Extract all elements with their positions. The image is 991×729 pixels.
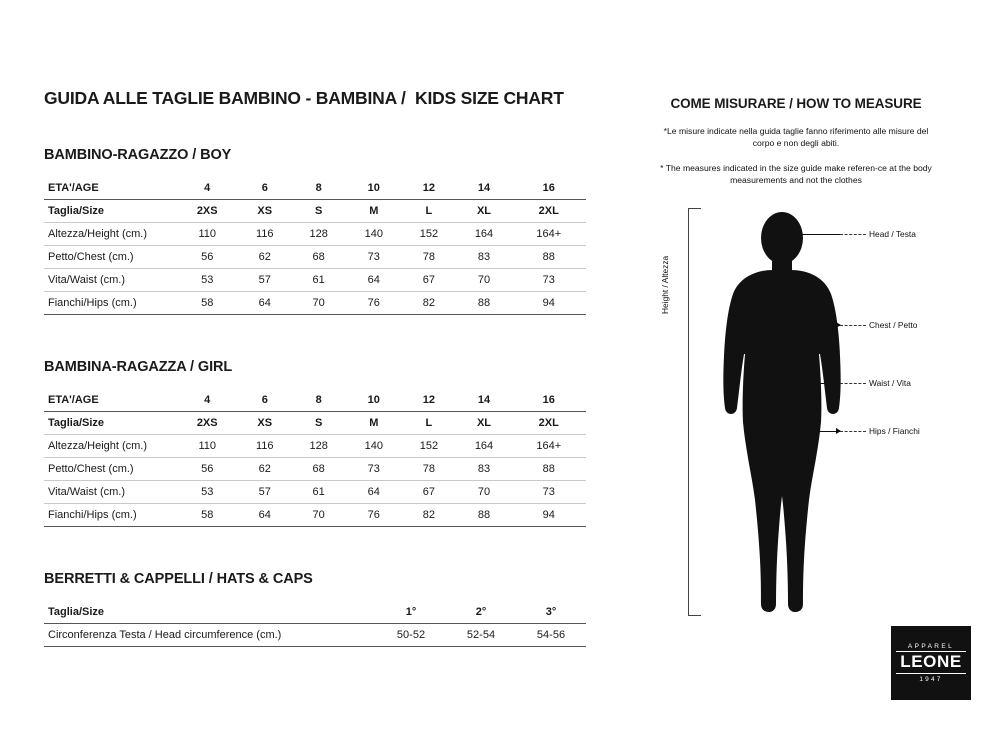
- row-label: Taglia/Size: [44, 412, 176, 435]
- cell: 3°: [516, 601, 586, 624]
- cell: 58: [176, 292, 238, 315]
- cell: L: [401, 200, 456, 223]
- row-label: Petto/Chest (cm.): [44, 458, 176, 481]
- cell: 16: [512, 389, 586, 412]
- cell: XL: [456, 200, 511, 223]
- cell: 164: [456, 223, 511, 246]
- cell: 73: [512, 481, 586, 504]
- cell: 53: [176, 481, 238, 504]
- cell: 70: [291, 504, 346, 527]
- cell: 164+: [512, 435, 586, 458]
- cell: XL: [456, 412, 511, 435]
- waist-arrow-left-icon: [758, 380, 763, 386]
- row-label: Vita/Waist (cm.): [44, 269, 176, 292]
- table-row: [44, 504, 586, 527]
- body-silhouette: [712, 208, 852, 618]
- cell: 2XS: [176, 412, 238, 435]
- cell: 164: [456, 435, 511, 458]
- cell: 152: [401, 223, 456, 246]
- measure-note-en: * The measures indicated in the size guide make referen-ce at the body measurements and not the clothes: [660, 162, 932, 186]
- hips-callout-line: [840, 431, 866, 432]
- cell: 88: [512, 246, 586, 269]
- cell: 76: [346, 292, 401, 315]
- table-row: [44, 624, 586, 647]
- row-label: Circonferenza Testa / Head circumference (cm.): [44, 624, 306, 647]
- cell: 67: [401, 481, 456, 504]
- cell: 10: [346, 389, 401, 412]
- chest-arrow-left-icon: [752, 322, 757, 328]
- cell: 152: [401, 435, 456, 458]
- cell: 164+: [512, 223, 586, 246]
- cell: 52-54: [446, 624, 516, 647]
- cell: 50-52: [376, 624, 446, 647]
- row-label: Fianchi/Hips (cm.): [44, 504, 176, 527]
- cell: 4: [176, 389, 238, 412]
- girl-section-title: BAMBINA-RAGAZZA / GIRL: [44, 359, 233, 375]
- cell: 56: [176, 246, 238, 269]
- cell: 54-56: [516, 624, 586, 647]
- cell: 88: [456, 504, 511, 527]
- row-label: Taglia/Size: [44, 601, 306, 624]
- row-label: Altezza/Height (cm.): [44, 223, 176, 246]
- table-row: [44, 389, 586, 412]
- table-row: [44, 435, 586, 458]
- row-label: ETA'/AGE: [44, 389, 176, 412]
- cell: 76: [346, 504, 401, 527]
- cell: 2XS: [176, 200, 238, 223]
- spacer: [44, 315, 604, 359]
- table-row: [44, 458, 586, 481]
- cell: S: [291, 200, 346, 223]
- cell: 58: [176, 504, 238, 527]
- row-label: Altezza/Height (cm.): [44, 435, 176, 458]
- brand-logo: [891, 626, 971, 700]
- hips-measure-line: [756, 431, 840, 432]
- cell: 70: [456, 481, 511, 504]
- cell: [306, 601, 376, 624]
- cell: 94: [512, 504, 586, 527]
- table-row: [44, 246, 586, 269]
- cell: M: [346, 412, 401, 435]
- cell: 53: [176, 269, 238, 292]
- girl-size-table: [44, 389, 586, 527]
- cell: 70: [456, 269, 511, 292]
- table-row: [44, 269, 586, 292]
- cell: 61: [291, 481, 346, 504]
- row-label: Vita/Waist (cm.): [44, 481, 176, 504]
- cell: 8: [291, 177, 346, 200]
- cell: 14: [456, 177, 511, 200]
- hats-size-table: [44, 601, 586, 647]
- left-column: [44, 88, 604, 647]
- cell: 64: [238, 292, 291, 315]
- cell: 61: [291, 269, 346, 292]
- cell: 83: [456, 458, 511, 481]
- chest-callout-line: [840, 325, 866, 326]
- callout-head: Head / Testa: [869, 229, 916, 239]
- cell: XS: [238, 412, 291, 435]
- cell: 88: [512, 458, 586, 481]
- row-label: Taglia/Size: [44, 200, 176, 223]
- cell: 64: [346, 481, 401, 504]
- row-label: Fianchi/Hips (cm.): [44, 292, 176, 315]
- cell: 94: [512, 292, 586, 315]
- cell: 83: [456, 246, 511, 269]
- table-row: [44, 412, 586, 435]
- cell: 8: [291, 389, 346, 412]
- cell: XS: [238, 200, 291, 223]
- waist-measure-line: [760, 383, 840, 384]
- hats-section-title: BERRETTI & CAPPELLI / HATS & CAPS: [44, 571, 313, 587]
- cell: L: [401, 412, 456, 435]
- cell: 73: [346, 458, 401, 481]
- cell: 6: [238, 389, 291, 412]
- table-row: [44, 223, 586, 246]
- cell: 70: [291, 292, 346, 315]
- cell: 2XL: [512, 200, 586, 223]
- head-measure-line: [784, 234, 840, 235]
- callout-chest: Chest / Petto: [869, 320, 918, 330]
- cell: 110: [176, 435, 238, 458]
- cell: 78: [401, 246, 456, 269]
- cell: 57: [238, 481, 291, 504]
- cell: 128: [291, 435, 346, 458]
- table-row: [44, 292, 586, 315]
- cell: 62: [238, 246, 291, 269]
- cell: 2°: [446, 601, 516, 624]
- cell: 16: [512, 177, 586, 200]
- cell: 2XL: [512, 412, 586, 435]
- cell: 10: [346, 177, 401, 200]
- cell: M: [346, 200, 401, 223]
- cell: 6: [238, 177, 291, 200]
- cell: 57: [238, 269, 291, 292]
- cell: 82: [401, 292, 456, 315]
- chest-measure-line: [754, 325, 840, 326]
- cell: 73: [346, 246, 401, 269]
- cell: S: [291, 412, 346, 435]
- head-callout-line: [840, 234, 866, 235]
- logo-year-text: 1947: [919, 675, 943, 683]
- table-row: [44, 481, 586, 504]
- spacer: [44, 527, 604, 571]
- cell: 1°: [376, 601, 446, 624]
- table-row: [44, 200, 586, 223]
- callout-hips: Hips / Fianchi: [869, 426, 920, 436]
- height-bracket: [688, 208, 701, 616]
- cell: 67: [401, 269, 456, 292]
- how-to-measure-column: [636, 96, 956, 197]
- cell: 73: [512, 269, 586, 292]
- hips-arrow-left-icon: [754, 428, 759, 434]
- cell: 78: [401, 458, 456, 481]
- cell: 68: [291, 458, 346, 481]
- callout-waist: Waist / Vita: [869, 378, 911, 388]
- cell: 56: [176, 458, 238, 481]
- cell: 128: [291, 223, 346, 246]
- row-label: ETA'/AGE: [44, 177, 176, 200]
- cell: 116: [238, 435, 291, 458]
- cell: 140: [346, 223, 401, 246]
- cell: 140: [346, 435, 401, 458]
- cell: 62: [238, 458, 291, 481]
- boy-size-table: [44, 177, 586, 315]
- waist-callout-line: [840, 383, 866, 384]
- cell: 12: [401, 389, 456, 412]
- cell: 116: [238, 223, 291, 246]
- cell: 64: [238, 504, 291, 527]
- logo-apparel-text: APPAREL: [907, 643, 955, 651]
- height-label: Height / Altezza: [660, 255, 670, 314]
- body-measure-figure: [636, 196, 966, 626]
- table-row: [44, 601, 586, 624]
- cell: 68: [291, 246, 346, 269]
- cell: 64: [346, 269, 401, 292]
- cell: [306, 624, 376, 647]
- cell: 12: [401, 177, 456, 200]
- cell: 4: [176, 177, 238, 200]
- logo-name-text: LEONE: [896, 651, 966, 674]
- cell: 110: [176, 223, 238, 246]
- measure-note-it: *Le misure indicate nella guida taglie fanno riferimento alle misure del corpo e non degli abiti.: [663, 126, 929, 149]
- cell: 82: [401, 504, 456, 527]
- boy-section-title: BAMBINO-RAGAZZO / BOY: [44, 147, 232, 163]
- cell: 88: [456, 292, 511, 315]
- table-row: [44, 177, 586, 200]
- page-title: GUIDA ALLE TAGLIE BAMBINO - BAMBINA / KIDS SIZE CHART: [44, 88, 564, 108]
- how-to-measure-title: COME MISURARE / HOW TO MEASURE: [670, 96, 922, 111]
- row-label: Petto/Chest (cm.): [44, 246, 176, 269]
- cell: 14: [456, 389, 511, 412]
